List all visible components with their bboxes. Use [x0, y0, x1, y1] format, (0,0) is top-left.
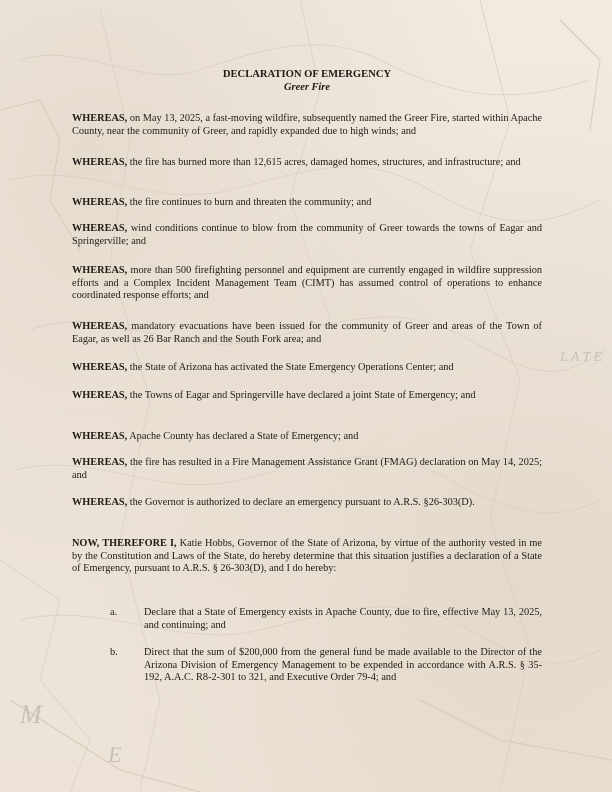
order-item-label: b. — [110, 647, 118, 658]
whereas-clause — [72, 197, 542, 210]
whereas-text: Apache County has declared a State of Emergency; and — [129, 431, 359, 442]
whereas-clause — [72, 497, 542, 510]
document-title: DECLARATION OF EMERGENCY — [222, 69, 392, 80]
whereas-label: WHEREAS, — [72, 497, 128, 508]
whereas-text: the fire has resulted in a Fire Management Assistance Grant (FMAG) declaration on May 14, 2025; and — [72, 457, 542, 481]
whereas-label: WHEREAS, — [72, 457, 128, 468]
whereas-clause — [72, 362, 542, 375]
now-therefore-label: NOW, THEREFORE I, — [72, 538, 177, 549]
map-letter-l: L A T E — [560, 350, 603, 365]
whereas-label: WHEREAS, — [72, 223, 128, 234]
now-therefore-clause — [72, 538, 542, 576]
document-body — [72, 69, 543, 684]
order-item-text: Declare that a State of Emergency exists in Apache County, due to fire, effective May 13, 2025, and continuing; and — [144, 607, 542, 631]
whereas-clause — [72, 223, 542, 248]
whereas-clause — [72, 265, 542, 303]
whereas-clause — [72, 157, 542, 170]
whereas-text: more than 500 firefighting personnel and equipment are currently engaged in wildfire suppression efforts and a Complex Incident Management Team (CIMT) has assumed control of operations to enhance coordinated response efforts; and — [72, 265, 543, 302]
order-item-label: a. — [110, 607, 118, 618]
now-therefore-text: Katie Hobbs, Governor of the State of Arizona, by virtue of the authority vested in me by the Constitution and Laws of the State, do hereby determine that this situation justifies a declaration of a State of Emergency, pursuant to A.R.S. § 26-303(D), and I do hereby: — [72, 538, 542, 575]
whereas-label: WHEREAS, — [72, 157, 128, 168]
whereas-text: wind conditions continue to blow from the community of Greer towards the towns of Eagar and Springerville; and — [72, 223, 542, 247]
whereas-label: WHEREAS, — [72, 197, 128, 208]
whereas-text: the fire has burned more than 12,615 acres, damaged homes, structures, and infrastructure; and — [129, 157, 521, 168]
whereas-clause — [72, 321, 542, 346]
whereas-label: WHEREAS, — [72, 362, 128, 373]
whereas-label: WHEREAS, — [72, 265, 128, 276]
order-item-text: Direct that the sum of $200,000 from the general fund be made available to the Director of the Arizona Division of Emergency Management to be expended in accordance with A.R.S. § 35-192, A.A.C. R8-2-301 to 321, and Executive Order 79-4; and — [144, 647, 542, 684]
whereas-clause — [72, 113, 542, 138]
whereas-text: the State of Arizona has activated the State Emergency Operations Center; and — [129, 362, 454, 373]
whereas-clause — [72, 390, 542, 403]
whereas-text: the Towns of Eagar and Springerville have declared a joint State of Emergency; and — [129, 390, 476, 401]
whereas-label: WHEREAS, — [72, 321, 128, 332]
whereas-clause — [72, 457, 542, 482]
whereas-label: WHEREAS, — [72, 113, 128, 124]
whereas-text: the Governor is authorized to declare an emergency pursuant to A.R.S. §26-303(D). — [129, 497, 475, 508]
map-letter-e: E — [108, 742, 122, 767]
whereas-label: WHEREAS, — [72, 390, 128, 401]
whereas-text: on May 13, 2025, a fast-moving wildfire, subsequently named the Greer Fire, started within Apache County, near the community of Greer, and rapidly expanded due to high winds; and — [72, 113, 542, 137]
document-subtitle: Greer Fire — [284, 81, 330, 93]
whereas-clause — [72, 431, 542, 444]
whereas-text: mandatory evacuations have been issued for the community of Greer and areas of the Town of Eagar, as well as 26 Bar Ranch and the South Fork area; and — [72, 321, 542, 345]
whereas-text: the fire continues to burn and threaten the community; and — [129, 197, 372, 208]
whereas-label: WHEREAS, — [72, 431, 128, 442]
map-letter-m: M — [20, 700, 42, 729]
